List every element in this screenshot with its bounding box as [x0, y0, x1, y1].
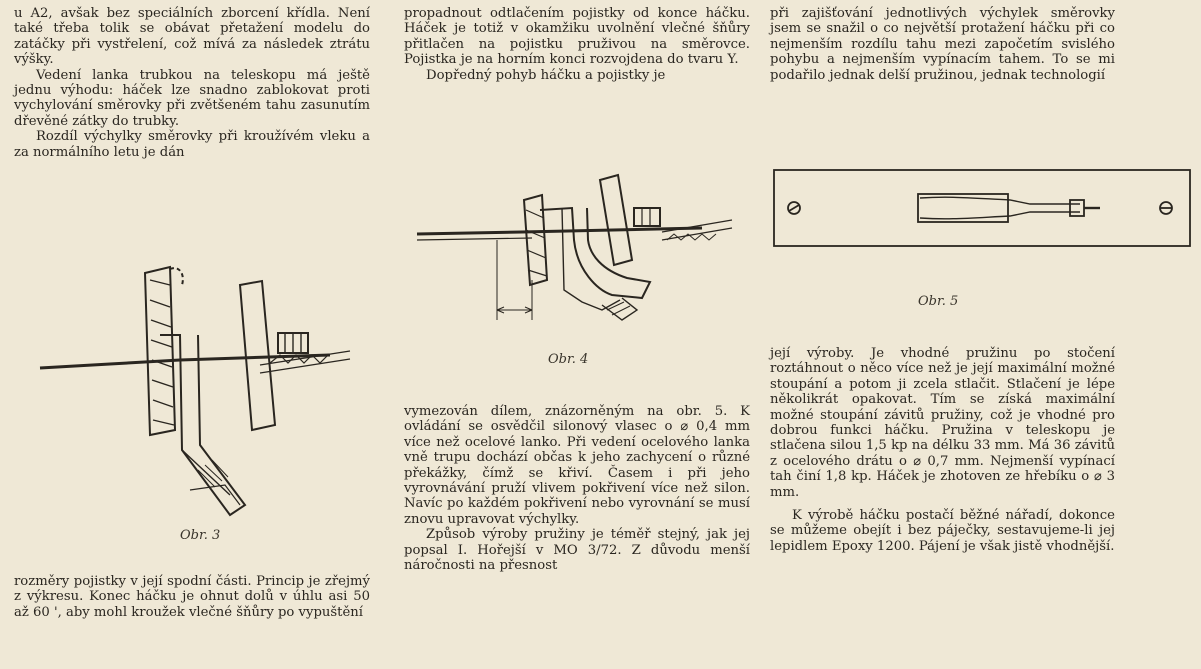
figure-5-drawing — [770, 166, 1195, 250]
column-1-top — [14, 6, 370, 160]
paragraph: Vedení lanka trubkou na teleskopu má ještě jednu výhodu: háček lze snadno zablokovat proti vychylování směrovky při zvětšeném tahu zasunutím dřevěné zátky do trubky. — [14, 67, 370, 129]
column-1-bottom — [14, 574, 370, 620]
safety-plate — [240, 281, 275, 430]
figure-3-drawing — [30, 255, 360, 515]
paragraph: Způsob výroby pružiny je téměř stejný, jak jej popsal I. Hořejší v MO 3/72. Z důvodu menší náročnosti na přesnost — [404, 527, 750, 574]
figure-3-caption: Obr. 3 — [180, 528, 221, 543]
figure-5-caption: Obr. 5 — [918, 294, 959, 309]
column-3-bottom — [770, 346, 1115, 554]
rudder-plate — [145, 267, 175, 435]
paragraph: u A2, avšak bez speciálních zborcení křídla. Není také třeba tolik se obávat přetažení modelu do zatáčky při vystřelení, což mívá za následek ztrátu výšky. — [14, 6, 370, 68]
column-2-bottom — [404, 404, 750, 573]
paragraph: K výrobě háčku postačí běžné nářadí, dokonce se můžeme obejít i bez páječky, sestavujeme-li jej lepidlem Epoxy 1200. Pájení je však jistě vhodnější. — [770, 508, 1115, 554]
paragraph: Dopředný pohyb háčku a pojistky je — [426, 67, 666, 83]
column-3-top — [770, 6, 1115, 83]
column-2-top — [404, 6, 750, 83]
paragraph: Rozdíl výchylky směrovky při kroužívém vleku a za normálního letu je dán — [14, 129, 370, 160]
rudder-plate — [524, 195, 547, 285]
paragraph: vymezován dílem, znázorněným na obr. 5. K ovládání se osvědčil silonový vlasec o ⌀ 0,4 mm více než ocelové lanko. Při vedení ocelového lanka vně trupu dochází občas k jeho zachycení o různé překážky, čímž se křiví. Časem i při jeho vyrovnávání pruží vlivem pokřivení více než silon. Navíc po každém pokřivení nebo vyrovnání se musí znovu upravovat výchylky. — [404, 404, 750, 527]
paragraph: rozměry pojistky v její spodní části. Princip je zřejmý z výkresu. Konec háčku je ohnut dolů v úhlu asi 50 až 60 ', aby mohl kroužek vlečné šňůry po vypuštění — [14, 574, 370, 620]
paragraph: její výroby. Je vhodné pružinu po stočení roztáhnout o něco více než je její maximální možné stoupání a potom ji zcela stlačit. Stlačení je lépe několikrát opakovat. Tím se získá maximální možné stoupání závitů pružiny, což je vhodné pro dobrou funkci háčku. Pružina v teleskopu je stlačena silou 1,5 kp na délku 33 mm. Má 36 závitů z ocelového drátu o ⌀ 0,7 mm. Nejmenší vypínací tah činí 1,8 kp. Háček je zhotoven ze hřebíku o ⌀ 3 mm. — [770, 346, 1115, 500]
paragraph: propadnout odtlačením pojistky od konce háčku. Háček je totiž v okamžiku uvolnění vlečné šňůry přitlačen na pojistku pruživou na směrovce. Pojistka je na horním konci rozvojdena do tvaru Y. — [404, 6, 750, 68]
paragraph: při zajišťování jednotlivých výchylek směrovky jsem se snažil o co největší protažení háčku při co nejmenším rozdílu tahu mezi započetím svislého pohybu a nejmenším vypínacím tahem. To se mi podařilo jednak delší pružinou, jednak technologií — [770, 6, 1115, 83]
telescope-plate — [774, 170, 1190, 246]
safety-plate — [600, 175, 632, 265]
figure-4-drawing — [412, 170, 752, 340]
figure-4-caption: Obr. 4 — [548, 352, 589, 367]
